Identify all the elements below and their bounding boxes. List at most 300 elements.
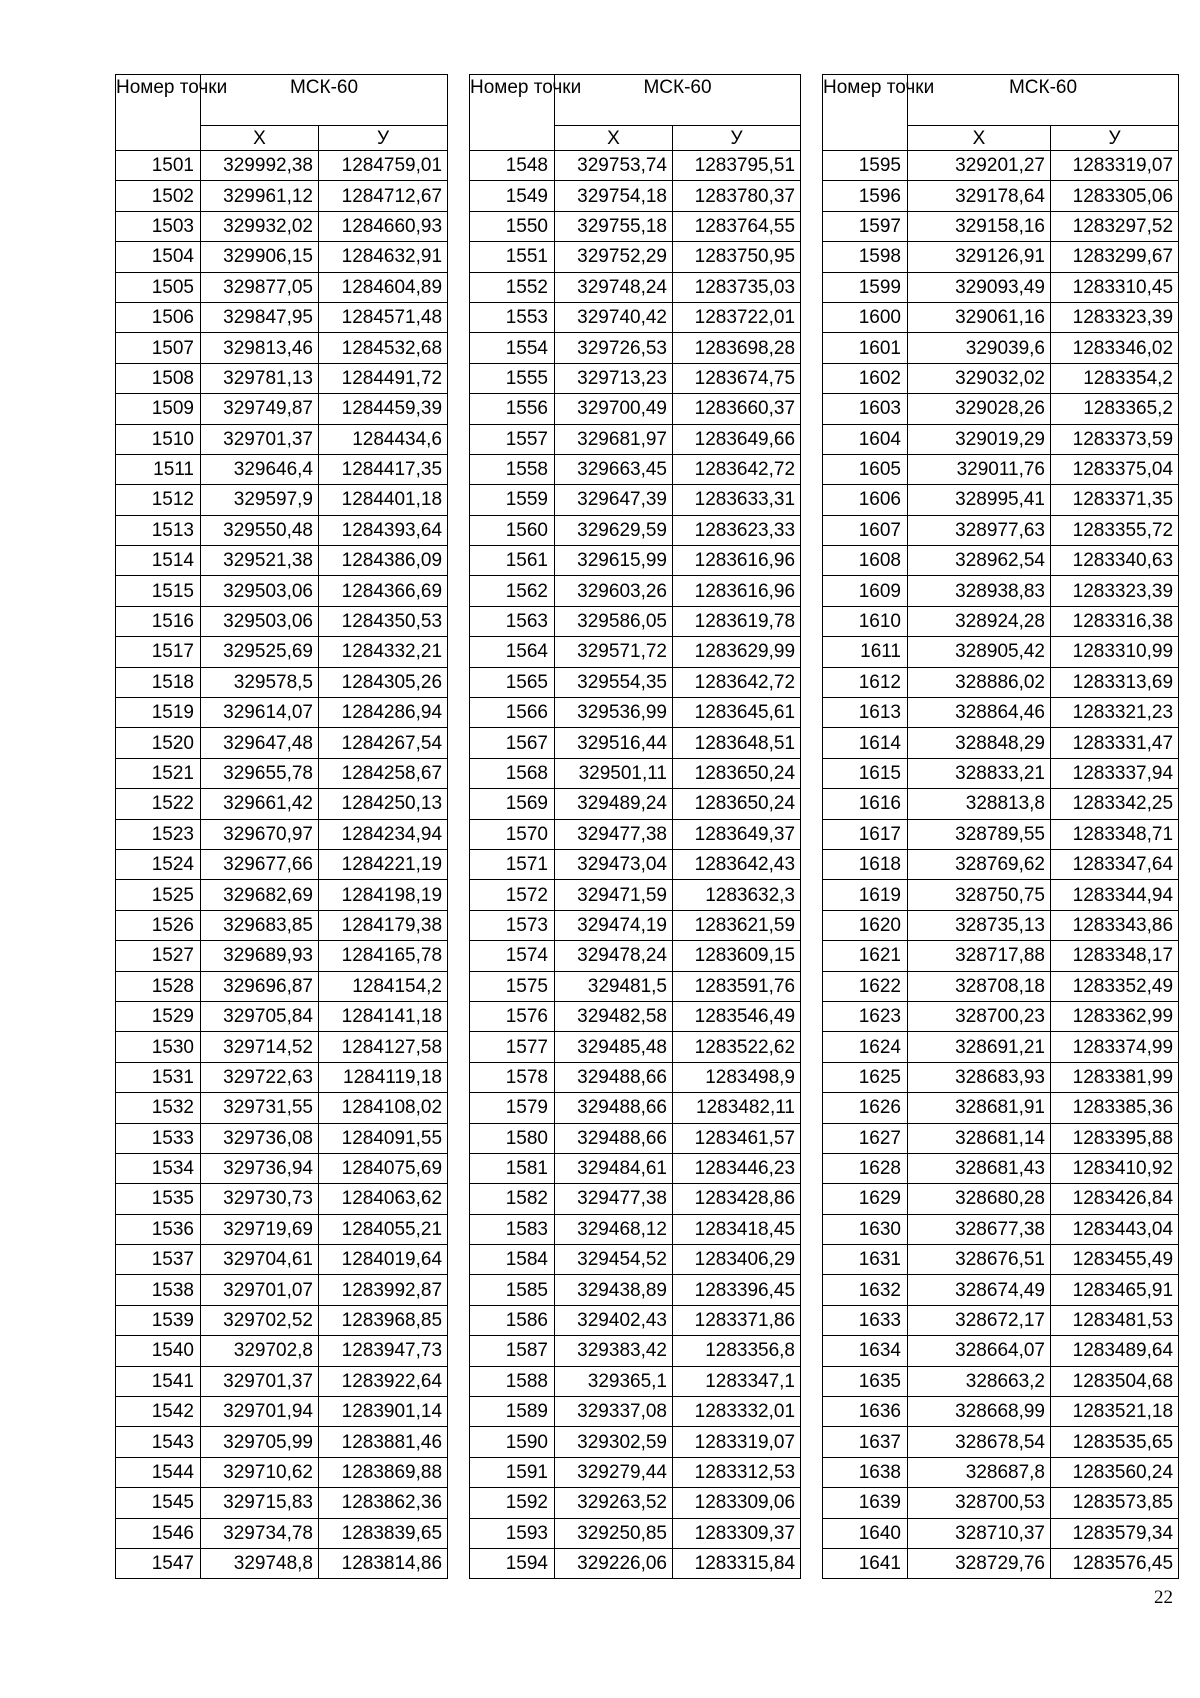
point-number-cell: 1544 <box>116 1457 201 1487</box>
y-coordinate-cell: 1283862,36 <box>319 1488 448 1518</box>
x-coordinate-cell: 329681,97 <box>555 424 673 454</box>
table-row <box>823 849 1179 879</box>
y-coordinate-cell: 1283319,07 <box>673 1427 801 1457</box>
table-row <box>823 1184 1179 1214</box>
table-row <box>470 302 801 332</box>
y-coordinate-cell: 1283573,85 <box>1051 1488 1179 1518</box>
y-coordinate-cell: 1283489,64 <box>1051 1336 1179 1366</box>
y-coordinate-cell: 1283869,88 <box>319 1457 448 1487</box>
point-number-cell: 1630 <box>823 1214 908 1244</box>
y-coordinate-cell: 1284604,89 <box>319 272 448 302</box>
y-coordinate-cell: 1283343,86 <box>1051 910 1179 940</box>
x-coordinate-cell: 329158,16 <box>908 211 1051 241</box>
point-number-cell: 1534 <box>116 1153 201 1183</box>
y-coordinate-cell: 1283881,46 <box>319 1427 448 1457</box>
point-number-cell: 1619 <box>823 880 908 910</box>
point-number-cell: 1641 <box>823 1548 908 1578</box>
x-coordinate-cell: 329488,66 <box>555 1093 673 1123</box>
x-coordinate-cell: 329752,29 <box>555 242 673 272</box>
table-row <box>823 1457 1179 1487</box>
x-coordinate-cell: 329525,69 <box>201 637 319 667</box>
table-row <box>823 819 1179 849</box>
x-coordinate-cell: 329847,95 <box>201 302 319 332</box>
point-number-cell: 1553 <box>470 302 555 332</box>
y-coordinate-cell: 1283396,45 <box>673 1275 801 1305</box>
x-coordinate-cell: 329438,89 <box>555 1275 673 1305</box>
x-coordinate-cell: 329201,27 <box>908 151 1051 181</box>
y-coordinate-cell: 1283310,45 <box>1051 272 1179 302</box>
y-coordinate-cell: 1283410,92 <box>1051 1153 1179 1183</box>
table-row <box>116 211 448 241</box>
table-row <box>470 789 801 819</box>
point-number-cell: 1587 <box>470 1336 555 1366</box>
y-coordinate-cell: 1284571,48 <box>319 302 448 332</box>
point-number-cell: 1622 <box>823 971 908 1001</box>
y-coordinate-cell: 1284154,2 <box>319 971 448 1001</box>
point-number-header: Номер точки <box>470 75 555 151</box>
table-row <box>116 515 448 545</box>
table-row <box>470 454 801 484</box>
table-row <box>823 880 1179 910</box>
y-coordinate-cell: 1284532,68 <box>319 333 448 363</box>
table-row <box>823 1123 1179 1153</box>
y-coordinate-cell: 1283371,35 <box>1051 485 1179 515</box>
point-number-cell: 1623 <box>823 1001 908 1031</box>
y-coordinate-cell: 1283347,64 <box>1051 849 1179 879</box>
y-coordinate-cell: 1283498,9 <box>673 1062 801 1092</box>
y-coordinate-cell: 1283650,24 <box>673 789 801 819</box>
point-number-cell: 1637 <box>823 1427 908 1457</box>
table-row <box>116 1032 448 1062</box>
point-number-cell: 1571 <box>470 849 555 879</box>
x-coordinate-cell: 329614,07 <box>201 698 319 728</box>
y-coordinate-cell: 1283426,84 <box>1051 1184 1179 1214</box>
y-coordinate-cell: 1283616,96 <box>673 576 801 606</box>
x-coordinate-cell: 328717,88 <box>908 941 1051 971</box>
point-number-cell: 1560 <box>470 515 555 545</box>
x-coordinate-cell: 329755,18 <box>555 211 673 241</box>
y-coordinate-cell: 1284459,39 <box>319 394 448 424</box>
x-coordinate-cell: 329477,38 <box>555 819 673 849</box>
x-coordinate-cell: 329877,05 <box>201 272 319 302</box>
point-number-cell: 1609 <box>823 576 908 606</box>
point-number-cell: 1566 <box>470 698 555 728</box>
x-coordinate-cell: 329702,8 <box>201 1336 319 1366</box>
point-number-cell: 1603 <box>823 394 908 424</box>
y-coordinate-cell: 1284250,13 <box>319 789 448 819</box>
x-coordinate-cell: 329722,63 <box>201 1062 319 1092</box>
point-number-cell: 1597 <box>823 211 908 241</box>
table-body <box>116 151 448 1579</box>
point-number-cell: 1533 <box>116 1123 201 1153</box>
y-coordinate-cell: 1283482,11 <box>673 1093 801 1123</box>
x-coordinate-cell: 329550,48 <box>201 515 319 545</box>
point-number-header: Номер точки <box>116 75 201 151</box>
x-coordinate-cell: 328789,55 <box>908 819 1051 849</box>
point-number-cell: 1600 <box>823 302 908 332</box>
point-number-cell: 1567 <box>470 728 555 758</box>
y-coordinate-cell: 1283780,37 <box>673 181 801 211</box>
table-row <box>116 1184 448 1214</box>
table-row <box>823 1245 1179 1275</box>
point-number-cell: 1636 <box>823 1397 908 1427</box>
point-number-cell: 1608 <box>823 546 908 576</box>
table-row <box>470 181 801 211</box>
table-row <box>470 394 801 424</box>
y-coordinate-cell: 1283309,06 <box>673 1488 801 1518</box>
y-coordinate-cell: 1284491,72 <box>319 363 448 393</box>
point-number-cell: 1537 <box>116 1245 201 1275</box>
table-row <box>470 1518 801 1548</box>
table-row <box>116 1305 448 1335</box>
x-coordinate-cell: 328691,21 <box>908 1032 1051 1062</box>
point-number-cell: 1521 <box>116 758 201 788</box>
y-coordinate-cell: 1284305,26 <box>319 667 448 697</box>
y-coordinate-cell: 1283992,87 <box>319 1275 448 1305</box>
table-row <box>823 789 1179 819</box>
point-number-cell: 1592 <box>470 1488 555 1518</box>
x-coordinate-cell: 329279,44 <box>555 1457 673 1487</box>
point-number-cell: 1559 <box>470 485 555 515</box>
point-number-cell: 1557 <box>470 424 555 454</box>
point-number-cell: 1580 <box>470 1123 555 1153</box>
x-coordinate-cell: 329701,37 <box>201 424 319 454</box>
y-coordinate-cell: 1284267,54 <box>319 728 448 758</box>
point-number-cell: 1624 <box>823 1032 908 1062</box>
y-coordinate-cell: 1283619,78 <box>673 606 801 636</box>
table-row <box>823 1366 1179 1396</box>
table-row <box>116 758 448 788</box>
table-row <box>470 576 801 606</box>
y-coordinate-cell: 1283674,75 <box>673 363 801 393</box>
point-number-cell: 1555 <box>470 363 555 393</box>
point-number-cell: 1565 <box>470 667 555 697</box>
table-row <box>116 728 448 758</box>
y-coordinate-cell: 1283546,49 <box>673 1001 801 1031</box>
point-number-cell: 1638 <box>823 1457 908 1487</box>
y-coordinate-cell: 1283922,64 <box>319 1366 448 1396</box>
point-number-cell: 1510 <box>116 424 201 454</box>
point-number-cell: 1552 <box>470 272 555 302</box>
x-coordinate-cell: 329713,23 <box>555 363 673 393</box>
y-coordinate-cell: 1283348,71 <box>1051 819 1179 849</box>
x-coordinate-cell: 329516,44 <box>555 728 673 758</box>
x-coordinate-cell: 329715,83 <box>201 1488 319 1518</box>
table-row <box>823 1397 1179 1427</box>
y-coordinate-cell: 1283348,17 <box>1051 941 1179 971</box>
x-coordinate-cell: 328677,38 <box>908 1214 1051 1244</box>
x-coordinate-cell: 328668,99 <box>908 1397 1051 1427</box>
table-row <box>823 1214 1179 1244</box>
x-coordinate-cell: 329471,59 <box>555 880 673 910</box>
x-coordinate-cell: 329731,55 <box>201 1093 319 1123</box>
y-coordinate-cell: 1284386,09 <box>319 546 448 576</box>
y-coordinate-cell: 1283316,38 <box>1051 606 1179 636</box>
table-row <box>823 1153 1179 1183</box>
x-coordinate-cell: 329670,97 <box>201 819 319 849</box>
table-row <box>470 880 801 910</box>
y-coordinate-cell: 1284141,18 <box>319 1001 448 1031</box>
y-coordinate-cell: 1284063,62 <box>319 1184 448 1214</box>
point-number-cell: 1584 <box>470 1245 555 1275</box>
point-number-cell: 1586 <box>470 1305 555 1335</box>
y-coordinate-cell: 1284401,18 <box>319 485 448 515</box>
x-coordinate-cell: 328681,91 <box>908 1093 1051 1123</box>
y-coordinate-cell: 1283385,36 <box>1051 1093 1179 1123</box>
table-row <box>823 1001 1179 1031</box>
x-coordinate-cell: 329402,43 <box>555 1305 673 1335</box>
x-coordinate-cell: 328663,2 <box>908 1366 1051 1396</box>
x-coordinate-cell: 329753,74 <box>555 151 673 181</box>
table-row <box>470 758 801 788</box>
table-row <box>116 151 448 181</box>
x-coordinate-cell: 328700,23 <box>908 1001 1051 1031</box>
point-number-cell: 1514 <box>116 546 201 576</box>
y-coordinate-cell: 1283461,57 <box>673 1123 801 1153</box>
y-coordinate-cell: 1283374,99 <box>1051 1032 1179 1062</box>
point-number-cell: 1576 <box>470 1001 555 1031</box>
x-coordinate-cell: 329629,59 <box>555 515 673 545</box>
point-number-cell: 1599 <box>823 272 908 302</box>
y-coordinate-cell: 1283321,23 <box>1051 698 1179 728</box>
y-coordinate-cell: 1284350,53 <box>319 606 448 636</box>
x-coordinate-cell: 329489,24 <box>555 789 673 819</box>
point-number-cell: 1550 <box>470 211 555 241</box>
point-number-cell: 1549 <box>470 181 555 211</box>
x-coordinate-cell: 329734,78 <box>201 1518 319 1548</box>
point-number-cell: 1529 <box>116 1001 201 1031</box>
point-number-cell: 1604 <box>823 424 908 454</box>
table-row <box>470 1336 801 1366</box>
table-row <box>470 941 801 971</box>
x-coordinate-cell: 329536,99 <box>555 698 673 728</box>
table-row <box>823 302 1179 332</box>
table-row <box>116 1214 448 1244</box>
point-number-cell: 1607 <box>823 515 908 545</box>
y-coordinate-cell: 1283814,86 <box>319 1548 448 1578</box>
x-coordinate-cell: 329039,6 <box>908 333 1051 363</box>
table-row <box>116 1427 448 1457</box>
point-number-cell: 1507 <box>116 333 201 363</box>
point-number-cell: 1591 <box>470 1457 555 1487</box>
point-number-cell: 1578 <box>470 1062 555 1092</box>
y-coordinate-cell: 1284108,02 <box>319 1093 448 1123</box>
point-number-cell: 1543 <box>116 1427 201 1457</box>
table-row <box>470 606 801 636</box>
y-coordinate-cell: 1283443,04 <box>1051 1214 1179 1244</box>
point-number-header: Номер точки <box>823 75 908 151</box>
x-coordinate-cell: 329250,85 <box>555 1518 673 1548</box>
table-row <box>116 1123 448 1153</box>
y-coordinate-cell: 1283650,24 <box>673 758 801 788</box>
y-column-header: У <box>1051 126 1179 151</box>
y-coordinate-cell: 1284019,64 <box>319 1245 448 1275</box>
table-body <box>470 151 801 1579</box>
y-coordinate-cell: 1283346,02 <box>1051 333 1179 363</box>
y-coordinate-cell: 1284660,93 <box>319 211 448 241</box>
table-row <box>470 1305 801 1335</box>
point-number-cell: 1531 <box>116 1062 201 1092</box>
y-coordinate-cell: 1284258,67 <box>319 758 448 788</box>
y-coordinate-cell: 1283331,47 <box>1051 728 1179 758</box>
x-coordinate-cell: 329663,45 <box>555 454 673 484</box>
y-coordinate-cell: 1283347,1 <box>673 1366 801 1396</box>
point-number-cell: 1611 <box>823 637 908 667</box>
table-row <box>470 1427 801 1457</box>
point-number-cell: 1620 <box>823 910 908 940</box>
table-row <box>116 819 448 849</box>
table-row <box>116 1457 448 1487</box>
table-row <box>116 971 448 1001</box>
table-row <box>116 1548 448 1578</box>
y-coordinate-cell: 1284055,21 <box>319 1214 448 1244</box>
y-coordinate-cell: 1283465,91 <box>1051 1275 1179 1305</box>
y-coordinate-cell: 1284332,21 <box>319 637 448 667</box>
point-number-cell: 1631 <box>823 1245 908 1275</box>
x-coordinate-cell: 329586,05 <box>555 606 673 636</box>
y-coordinate-cell: 1283310,99 <box>1051 637 1179 667</box>
x-coordinate-cell: 329093,49 <box>908 272 1051 302</box>
point-number-cell: 1633 <box>823 1305 908 1335</box>
point-number-cell: 1585 <box>470 1275 555 1305</box>
point-number-cell: 1502 <box>116 181 201 211</box>
table-row <box>116 302 448 332</box>
y-coordinate-cell: 1283649,37 <box>673 819 801 849</box>
x-coordinate-cell: 329019,29 <box>908 424 1051 454</box>
x-coordinate-cell: 329474,19 <box>555 910 673 940</box>
y-coordinate-cell: 1284712,67 <box>319 181 448 211</box>
y-coordinate-cell: 1283375,04 <box>1051 454 1179 484</box>
point-number-cell: 1538 <box>116 1275 201 1305</box>
point-number-cell: 1556 <box>470 394 555 424</box>
table-row <box>116 1153 448 1183</box>
y-coordinate-cell: 1284434,6 <box>319 424 448 454</box>
y-coordinate-cell: 1283616,96 <box>673 546 801 576</box>
point-number-cell: 1512 <box>116 485 201 515</box>
table-row <box>470 151 801 181</box>
y-coordinate-cell: 1283381,99 <box>1051 1062 1179 1092</box>
x-coordinate-cell: 328848,29 <box>908 728 1051 758</box>
x-coordinate-cell: 328729,76 <box>908 1548 1051 1578</box>
x-coordinate-cell: 329704,61 <box>201 1245 319 1275</box>
table-row <box>470 1275 801 1305</box>
y-coordinate-cell: 1283795,51 <box>673 151 801 181</box>
y-coordinate-cell: 1284075,69 <box>319 1153 448 1183</box>
table-row <box>470 242 801 272</box>
x-coordinate-cell: 328905,42 <box>908 637 1051 667</box>
y-coordinate-cell: 1283764,55 <box>673 211 801 241</box>
y-coordinate-cell: 1283297,52 <box>1051 211 1179 241</box>
page-number: 22 <box>1154 1587 1173 1608</box>
table-row <box>823 181 1179 211</box>
x-coordinate-cell: 328687,8 <box>908 1457 1051 1487</box>
y-coordinate-cell: 1283521,18 <box>1051 1397 1179 1427</box>
x-coordinate-cell: 328938,83 <box>908 576 1051 606</box>
x-coordinate-cell: 328672,17 <box>908 1305 1051 1335</box>
point-number-cell: 1524 <box>116 849 201 879</box>
y-coordinate-cell: 1283623,33 <box>673 515 801 545</box>
x-coordinate-cell: 328864,46 <box>908 698 1051 728</box>
x-coordinate-cell: 328700,53 <box>908 1488 1051 1518</box>
y-coordinate-cell: 1283373,59 <box>1051 424 1179 454</box>
x-coordinate-cell: 328681,14 <box>908 1123 1051 1153</box>
table-row <box>116 454 448 484</box>
y-coordinate-cell: 1283649,66 <box>673 424 801 454</box>
point-number-cell: 1577 <box>470 1032 555 1062</box>
point-number-cell: 1588 <box>470 1366 555 1396</box>
point-number-cell: 1629 <box>823 1184 908 1214</box>
y-coordinate-cell: 1283305,06 <box>1051 181 1179 211</box>
point-number-cell: 1617 <box>823 819 908 849</box>
x-coordinate-cell: 329032,02 <box>908 363 1051 393</box>
table-row <box>116 1336 448 1366</box>
point-number-cell: 1561 <box>470 546 555 576</box>
y-coordinate-cell: 1283632,3 <box>673 880 801 910</box>
table-row <box>823 1518 1179 1548</box>
x-coordinate-cell: 329749,87 <box>201 394 319 424</box>
point-number-cell: 1614 <box>823 728 908 758</box>
table-row <box>823 1305 1179 1335</box>
point-number-cell: 1503 <box>116 211 201 241</box>
x-coordinate-cell: 329554,35 <box>555 667 673 697</box>
point-number-cell: 1545 <box>116 1488 201 1518</box>
x-coordinate-cell: 329503,06 <box>201 606 319 636</box>
table-row <box>470 667 801 697</box>
y-coordinate-cell: 1283901,14 <box>319 1397 448 1427</box>
point-number-cell: 1583 <box>470 1214 555 1244</box>
table-row <box>116 1397 448 1427</box>
y-coordinate-cell: 1283332,01 <box>673 1397 801 1427</box>
point-number-cell: 1542 <box>116 1397 201 1427</box>
y-coordinate-cell: 1283315,84 <box>673 1548 801 1578</box>
x-coordinate-cell: 329705,99 <box>201 1427 319 1457</box>
x-coordinate-cell: 329682,69 <box>201 880 319 910</box>
table-row <box>116 394 448 424</box>
point-number-cell: 1606 <box>823 485 908 515</box>
point-number-cell: 1596 <box>823 181 908 211</box>
x-coordinate-cell: 329702,52 <box>201 1305 319 1335</box>
point-number-cell: 1506 <box>116 302 201 332</box>
x-coordinate-cell: 329677,66 <box>201 849 319 879</box>
point-number-cell: 1518 <box>116 667 201 697</box>
point-number-cell: 1569 <box>470 789 555 819</box>
y-coordinate-cell: 1283535,65 <box>1051 1427 1179 1457</box>
point-number-cell: 1539 <box>116 1305 201 1335</box>
table-row <box>823 606 1179 636</box>
table-row <box>470 1214 801 1244</box>
table-row <box>116 606 448 636</box>
point-number-cell: 1628 <box>823 1153 908 1183</box>
x-coordinate-cell: 329485,48 <box>555 1032 673 1062</box>
table-row <box>470 1548 801 1578</box>
y-coordinate-cell: 1283621,59 <box>673 910 801 940</box>
table-row <box>823 971 1179 1001</box>
point-number-cell: 1535 <box>116 1184 201 1214</box>
x-coordinate-cell: 329748,24 <box>555 272 673 302</box>
x-coordinate-cell: 329730,73 <box>201 1184 319 1214</box>
y-coordinate-cell: 1283312,53 <box>673 1457 801 1487</box>
point-number-cell: 1635 <box>823 1366 908 1396</box>
point-number-cell: 1616 <box>823 789 908 819</box>
x-coordinate-cell: 329011,76 <box>908 454 1051 484</box>
x-coordinate-cell: 329481,5 <box>555 971 673 1001</box>
y-coordinate-cell: 1284417,35 <box>319 454 448 484</box>
table-row <box>470 1366 801 1396</box>
y-coordinate-cell: 1284759,01 <box>319 151 448 181</box>
coordinate-system-header: МСК-60 <box>201 75 448 126</box>
y-coordinate-cell: 1284165,78 <box>319 941 448 971</box>
y-coordinate-cell: 1283735,03 <box>673 272 801 302</box>
